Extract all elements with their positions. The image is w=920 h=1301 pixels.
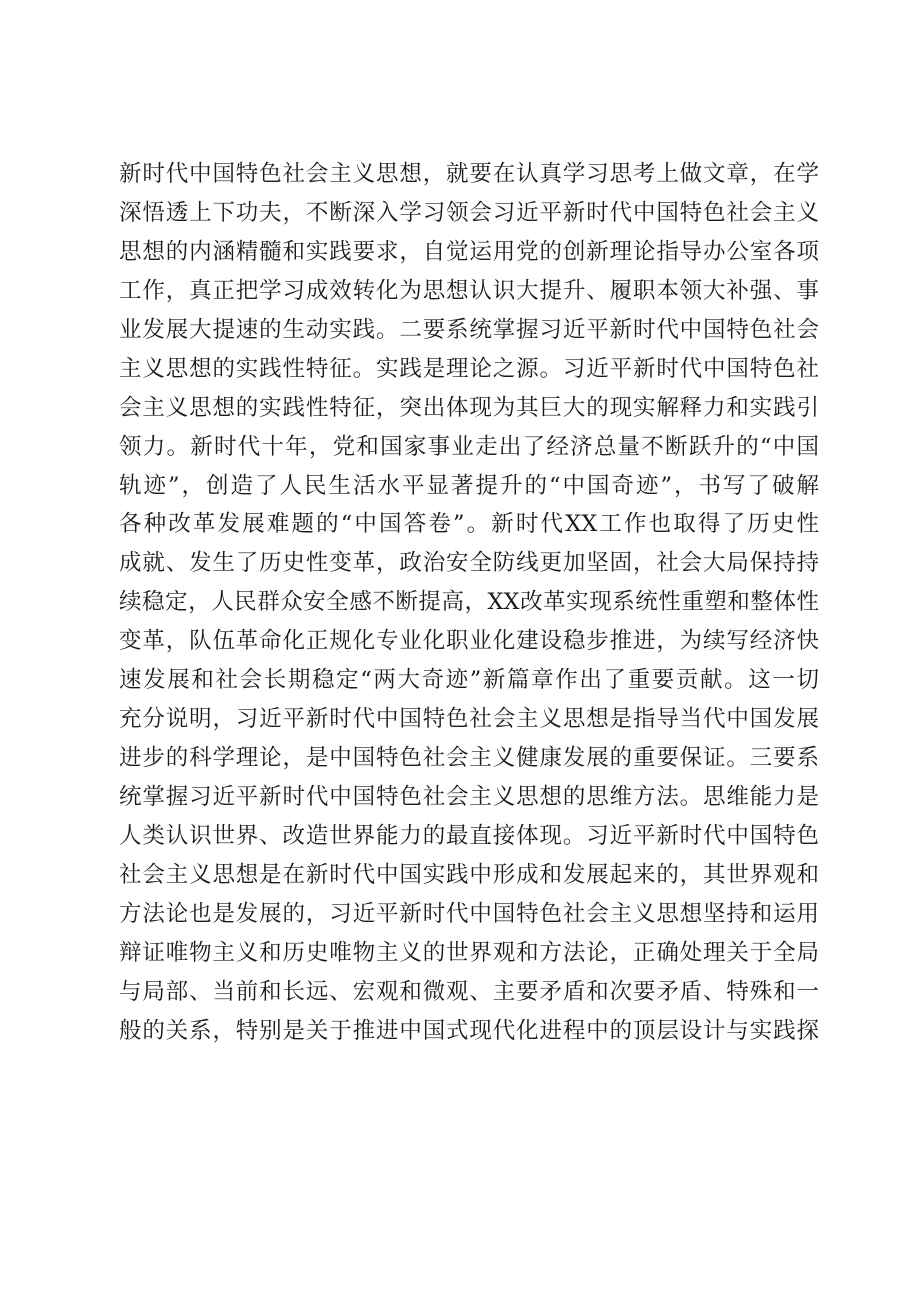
text-line: 社会主义思想是在新时代中国实践中形成和发展起来的，其世界观和 <box>119 861 819 888</box>
text-line: 与局部、当前和长远、宏观和微观、主要矛盾和次要矛盾、特殊和一 <box>119 978 819 1005</box>
text-line: 进步的科学理论，是中国特色社会主义健康发展的重要保证。三要系 <box>119 745 819 772</box>
text-line: 成就、发生了历史性变革，政治安全防线更加坚固，社会大局保持持 <box>119 550 819 577</box>
text-line: 工作，真正把学习成效转化为思想认识大提升、履职本领大补强、事 <box>119 277 819 304</box>
text-line: 方法论也是发展的，习近平新时代中国特色社会主义思想坚持和运用 <box>119 900 819 927</box>
text-line: 人类认识世界、改造世界能力的最直接体现。习近平新时代中国特色 <box>119 822 819 849</box>
text-line: 轨迹”，创造了人民生活水平显著提升的“中国奇迹”，书写了破解 <box>119 472 819 499</box>
text-line: 充分说明，习近平新时代中国特色社会主义思想是指导当代中国发展 <box>119 706 819 733</box>
text-line: 业发展大提速的生动实践。二要系统掌握习近平新时代中国特色社会 <box>119 316 819 343</box>
text-line: 新时代中国特色社会主义思想，就要在认真学习思考上做文章，在学 <box>119 161 819 187</box>
text-line: 主义思想的实践性特征。实践是理论之源。习近平新时代中国特色社 <box>119 355 819 382</box>
body-paragraph <box>119 155 819 1051</box>
text-line: 速发展和社会长期稳定“两大奇迹”新篇章作出了重要贡献。这一切 <box>119 667 819 694</box>
text-line: 统掌握习近平新时代中国特色社会主义思想的思维方法。思维能力是 <box>119 784 819 810</box>
text-line: 各种改革发展难题的“中国答卷”。新时代XX工作也取得了历史性 <box>119 511 819 538</box>
text-line: 领力。新时代十年，党和国家事业走出了经济总量不断跃升的“中国 <box>119 433 819 460</box>
text-line: 续稳定，人民群众安全感不断提高，XX改革实现系统性重塑和整体性 <box>119 589 819 616</box>
text-line: 辩证唯物主义和历史唯物主义的世界观和方法论，正确处理关于全局 <box>119 939 819 966</box>
text-line: 思想的内涵精髓和实践要求，自觉运用党的创新理论指导办公室各项 <box>119 238 819 265</box>
text-line: 般的关系，特别是关于推进中国式现代化进程中的顶层设计与实践探 <box>119 1017 819 1044</box>
text-line: 深悟透上下功夫，不断深入学习领会习近平新时代中国特色社会主义 <box>119 199 819 226</box>
text-line: 变革，队伍革命化正规化专业化职业化建设稳步推进，为续写经济快 <box>119 628 819 655</box>
text-line: 会主义思想的实践性特征，突出体现为其巨大的现实解释力和实践引 <box>119 394 819 421</box>
